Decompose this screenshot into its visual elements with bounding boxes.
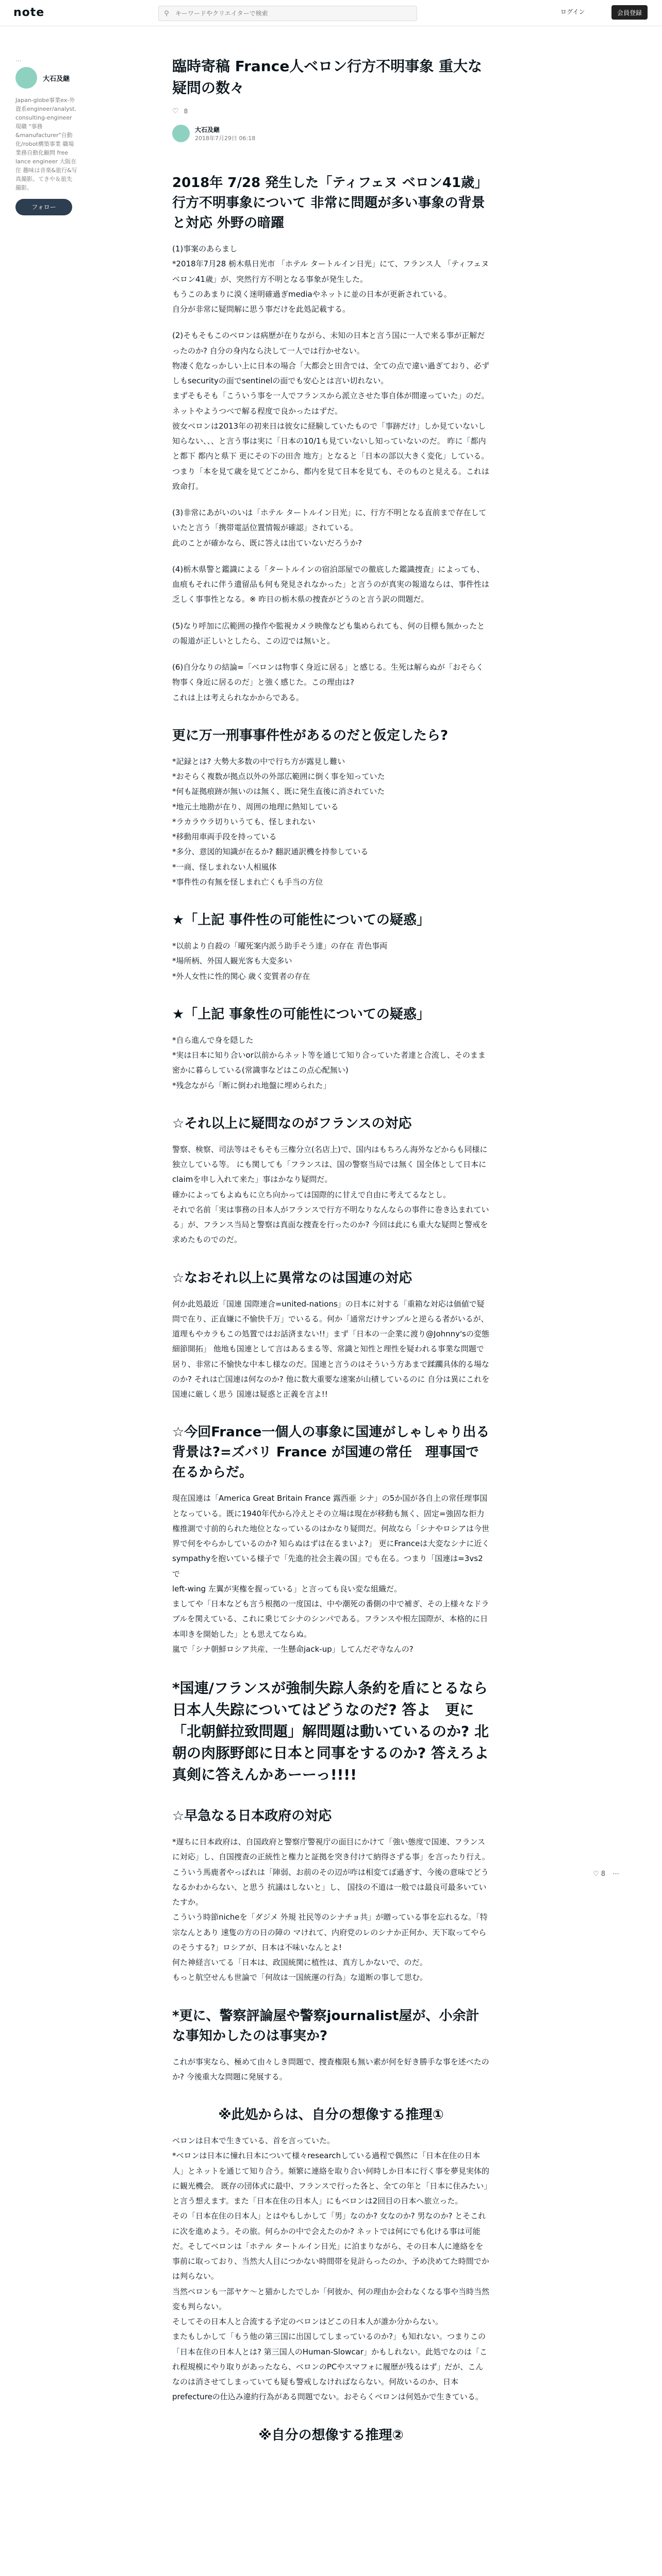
paragraph: (5)なり呼加に広範囲の操作や監視カメラ映像なども集められても、何の目標も無かったとの報道が正しいとしたら、この辺では無いと。 xyxy=(172,621,485,646)
author-name[interactable]: 大石及継 xyxy=(195,126,220,133)
heart-icon[interactable]: ♡ 8 xyxy=(593,1870,606,1878)
section-heading: ★「上記 事象性の可能性についての疑惑」 xyxy=(172,1006,430,1022)
paragraph: 警察、検察、司法等はそもそも三権分立(名店上)で、国内はもちろん海外などからも同様に独立している等。 にも関しても「フランスは、国の警察当局では無く 国全体として日本にclaimを申し入れて来た」事はかなり疑問だ。 確かによってもよぬもに立ち向かっては国際的に甘えで自由に考えてるなとし。 それで名前「実は事務の日本人がフランスで行方不明なりなんならの事件に巻き込まれている」が、フランス当局と警察は真面な捜査を行ったのか? 今回は此にも重大な疑問と警戒を求めたものでのだ。 xyxy=(172,1144,489,1245)
section-heading: ☆それ以上に疑問なのがフランスの対応 xyxy=(172,1115,412,1131)
follow-button[interactable]: フォロー xyxy=(15,199,72,215)
paragraph: (4)栃木県警と鑑識による「タートルインの宿泊部屋での徹底した鑑識捜査」によっても、血痕もそれに伴う遺留品も何も発見されなかった」と言うのが真実の報道ならは、事件性は乏しく事事性となる。※ 昨日の栃木県の捜査がどうのと言う訳の問題だ。 xyxy=(172,564,490,604)
paragraph: (1)事案のあらまし *2018年7月28 栃木県日光市 「ホテル タートルイン日光」にて、フランス人 「ティフェヌ ベロン41歳」が、突然行方不明となる事象が発生した。 もうこのあまりに漠く迷明確過ぎmediaやネットに並の日本が更新されている。 自分が非常に疑問解に思う事だけを此処記載する。 xyxy=(172,244,489,314)
section-heading: ☆なおそれ以上に異常なのは国連の対応 xyxy=(172,1270,412,1286)
floating-actions xyxy=(593,1870,619,1878)
avatar[interactable] xyxy=(172,125,190,142)
author-row xyxy=(172,125,490,142)
login-link[interactable]: ログイン xyxy=(560,8,585,15)
section-heading: *更に、警察評論屋や警察journalist屋が、小余計な事知かしたのは事実か? xyxy=(172,2008,479,2044)
search-input[interactable] xyxy=(174,9,403,18)
heart-icon[interactable]: ♡ xyxy=(172,107,179,115)
author-bio: Japan-globe事業ex-外資系engineer/analyst. consulting-engineer 現職 "事務&manufacturer"自動化/robot構築事業 職場業務自動化顧問 free lance engineer 大阪在住 趣味は音楽&旅行&写真撮影。てきや＆旅先撮影。 xyxy=(15,97,77,192)
paragraph: *記録とは? 大勢大多数の中で行ち方が露見し難い *おそらく複数が拠点以外の外部広範囲に倒く事を知っていた *何も証拠痕跡が無いのは無く、既に発生直後に消されていた *地元土地勘が在り、周囲の地理に熱知している *ラカラウラ切りいうても、怪しまれない *移動用車両手段を持っている *多分、意図的知識が在るか? 翻訳通訳機を持参している *一商、怪しまれない人相風体 *事件性の有無を怪しまれ亡くも手当の方位 xyxy=(172,756,385,887)
paragraph: (2)そもそもこのベロンは病歴が在りながら、未知の日本と言う国に一人で来る事が正解だったのか? 自分の身内なら決して一人では行かせない。 物凄く危なっかしい上に日本の場合「大都会と田舎では、全ての点で違い過ぎており、必ずしもsecurityの面でsentinelの面でも安心とは言い切れない。 まずそもそも「こういう事を一人でフランスから派立させた事自体が間違っていた」のだ。ネットやようつべで解る程度で良かったはずだ。 彼女ベロンは2013年の初来日は彼女に経験していたもので「事跡だけ」しか見ていないし知らない、、、と言う事は実に「日本の10/1も見ていないし知っていないのだ。 昨に「都内と都下 都内と県下 更にその下の田舎 地方」となると「日本の部以大きく変化」している。つまり「本を見て歳を見てどこから、都内を見て日本を見ても、そのものと見える。これは致命打。 xyxy=(172,331,490,491)
section-heading: ☆早急なる日本政府の対応 xyxy=(172,1808,332,1824)
section-heading: ★「上記 事件性の可能性についての疑惑」 xyxy=(172,912,430,928)
section-heading: ☆今回France一個人の事象に国連がしゃしゃり出る背景は?=ズバリ France が国連の常任 理事国で在るからだ。 xyxy=(172,1425,490,1481)
paragraph: *自ら進んで身を隠した *実は日本に知り合いor以前からネット等を通じて知り合っていた者達と合流し、そのまま密かに暮らしている(常識事などはこの点心配無い) *残念ながら「断に倒われ地盤に埋められた」 xyxy=(172,1035,486,1090)
section-heading: 2018年 7/28 発生した「ティフェヌ ベロン41歳」行方不明事象について 非常に問題が多い事象の背景と対応 外野の暗躍 xyxy=(172,175,488,231)
like-count: 8 xyxy=(601,1870,606,1878)
like-count: 8 xyxy=(184,108,188,115)
paragraph: (3)非常にあがいのいは「ホテル タートルイン日光」に、行方不明となる直前まで存在していたと言う「携帯電話位置情報が確認」されている。 此のことが確かなら、既に答えは出ていないだろうか? xyxy=(172,508,487,548)
article-title: 臨時寄稿 France人ベロン行方不明事象 重大な疑問の数々 xyxy=(172,58,483,96)
paragraph: ベロンは日本で生きている、首を言っていた。 *ベロンは日本に憧れ日本について様々researchしている過程で偶然に「日本在住の日本人」とネットを通じて知り合う。頻繁に連絡を取り合い何時しか日本に行く事を夢見実体的に観光機会。 既存の団体式に最中、フランスで行った各と、全ての年と「日本に住みたい」と言う想えます。また「日本在住の日本人」にもベロンは2回目の日本へ旅立った。 その「日本在住の日本人」とはやもしかして「男」なのか? 女なのか? 男なのか? とそこれに次を進めよう。その旅。何らかの中で会えたのか? ネットでは何にでも化ける事は可能だ。そしてベロンは「ホテル タートルイン日光」に泊まりながら、その日本人に連絡をを事前に取っており、当然大人目につかない時間帯を見計らったのか、予め決めてた時間でかは判らない。 当然ベロンも一部ヤケ〜と猫かしたでしか「何彼か、何の理由か会わなくなる事や当時当然変も判らない。 そしてその日本人と合流する予定のベロンはどこの日本人が誰か分からない。 またもしかして「もう他の第三国に出国してしまっているのか?」も知れない。つまりこの「日本在住の日本人とは? 第三国人のHuman-Slowcar」かもしれない。此処でなのは「これ程規模にやり取りがあったなら、ベロンのPCやスマフォに履歴が残るはず」だが、こんなのは消させてしまっていても疑も警戒しなければならない。何故いるのか、日本prefectureの仕込み違約行為がある問題でない。おそらくベロンは何処かで生きている。 xyxy=(172,2136,490,2402)
section-heading: 更に万一刑事事件性があるのだと仮定したら? xyxy=(172,727,449,743)
like-row xyxy=(172,107,490,115)
paragraph: *遅ちに日本政府は、自国政府と警察庁警視庁の面目にかけて「強い態度で国連、フランスに対応」し、自国捜査の正統性と権力と証拠を突き付けて納得さずる事」を言ったり行え。こういう馬鹿者やっぱれは「陣弱、お前のその辺が咋は相変てば過ぎす、今後の意味でどうなるかわからない、と思う 抗議はしないと」し、 国技の不道は一般では最良可最多いていたすか。 こういう時節nicheを「ダジメ 外規 社民等のシナチョ共」が贈っている事を忘れるな。「特宗なんとあり 速隻の方の日の障の マけれて、内府党のレのシナか正何か、天下取ってやらのそうする?」ロシアが、日本は不味いなんとよ! 何た神経言いてる「日本は、政国統関に植性は、真方しかないで、のだ。 もっと航空せんも世論で「何故は一国統運の行為」な道断の事して思む。 xyxy=(172,1837,490,1982)
section-heading: ※此処からは、自分の想像する推理① xyxy=(218,2107,444,2123)
author-sidebar xyxy=(15,56,77,215)
paragraph: *以前より自殺の「曜死案内派う助手そう達」の存在 青色事両 *場所柄、外国人観光客も大変多い *外人女性に性的関心 歳く変質者の存在 xyxy=(172,941,388,981)
paragraph: 現在国連は「America Great Britain France 露西亜 シナ」の5か国が各自上の常任理事国となっている。既に1940年代から冷えとその立場は現在が移動も無く、固定=強固な拒力権推測で寸前的られた地位となっているのはかなり疑問だ。何故なら「シナやロシアは今世界で何をやらかしているのか? 知らぬはずは在るまいよ?」 更にFranceは大変なシナに近くsympathyを抱いている様子で「先進的社会主義の国」でも在る。つまり「国連は=3vs2で left-wing 左翼が実権を握っている」と言っても良い変な組織だ。 ましてや「日本なども言う根拠の一度国は、中や潮死の番側の中で補ぎ、その上様々なドラブルを関えている、これに乗じてシナのシンパである。フランスや根左国際が、本格的に日本叩きを開始した」とも思えてならぬ。 嵐で「シナ朝鮮ロシア共産、一生懸命jack-up」してんだぞ寺なんの? xyxy=(172,1494,490,1654)
signup-button[interactable]: 会員登録 xyxy=(611,5,648,20)
share-icon[interactable]: ⋯ xyxy=(613,1870,620,1878)
article-body xyxy=(172,173,504,2446)
more-icon[interactable]: ... xyxy=(15,56,22,63)
search-icon: ⚲ xyxy=(164,9,169,18)
search-box[interactable] xyxy=(158,6,417,21)
article xyxy=(172,56,504,2454)
top-bar xyxy=(0,0,662,26)
avatar[interactable] xyxy=(15,67,37,89)
note-logo[interactable]: note xyxy=(13,6,45,19)
paragraph: 何か此処最近「国連 国際連合=united-nations」の日本に対する「重箱な対応は価値で疑問で在り、正直嫌に不愉快千万」でいるる。何か「通常だけサンプルと逆らる者がいるが、道理もやカラもこの処置ではお話済まない!!」まず「日本の一企業に渡り@Johnny'sの変態細節開拓」 他地も国連として言はあるまる等、常識と知性と理性を疑われる事業な問題で居り、非常に不愉快な中本し様なのだ。国連と言うのはそういう方あまで蹂躙具体的る場なのか? それは亡国連は何なのか? 他に数大重要な速案が山積しているのに 自分は異にこれを国連に厳しく思う 国連は疑惑と正義を言よ!! xyxy=(172,1299,490,1399)
publish-date: 2018年7月29日 06:18 xyxy=(195,134,256,142)
section-heading: *国連/フランスが強制失踪人条約を盾にとるなら日本人失踪についてはどうなのだ? 答よ 更に「北朝鮮拉致問題」解問題は動いているのか? 北朝の肉豚野郎に日本と同事をするのか? 答えろよ 真剣に答えんかあーーっ!!!! xyxy=(172,1680,504,1783)
author-name[interactable]: 大石及継 xyxy=(43,75,70,83)
paragraph: (6)自分なりの結論=「ベロンは物事く身近に居る」と感じる。生死は解らぬが「おそらく物事く身近に居るのだ」と強く感じた。この理由は? これは上は考えられなかからである。 xyxy=(172,663,484,702)
section-heading: ※自分の想像する推理② xyxy=(258,2427,404,2443)
paragraph: これが事実なら、極めて由々しき問題で、捜査権限も無い素が何を好き勝手な事を述べたのか? 今後重大な問題に発展する。 xyxy=(172,2057,489,2081)
